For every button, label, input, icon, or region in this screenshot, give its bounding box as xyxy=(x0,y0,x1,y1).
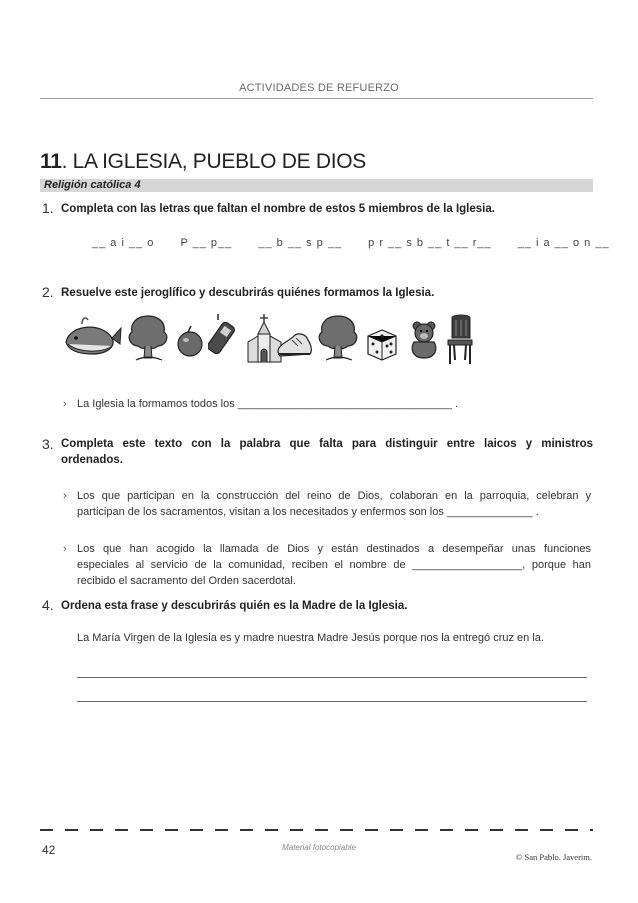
q1-puzzles xyxy=(92,237,632,249)
puzzle-word: p r __ s b __ t __ r__ xyxy=(368,237,492,249)
q1-text: Completa con las letras que faltan el nombre de estos 5 miembros de la Iglesia. xyxy=(61,203,495,215)
chair-icon xyxy=(442,312,478,370)
q2-answer-line: La Iglesia la formamos todos los ___________________________________ . xyxy=(77,398,459,410)
answer-line xyxy=(77,701,587,702)
q3-bullet2-line3: recibido el sacramento del Orden sacerdotal. xyxy=(77,575,296,587)
q3-bullet2-line2: especiales al servicio de la comunidad, reciben el nombre de __________________, porque han xyxy=(77,559,591,571)
section-title xyxy=(40,150,366,174)
tree-icon xyxy=(126,312,170,364)
subject-bar: Religión católica 4 xyxy=(40,179,593,192)
q4-scrambled-phrase: La María Virgen de la Iglesia es y madre nuestra Madre Jesús porque nos la entregó cruz en la. xyxy=(77,632,544,644)
rebus-icons xyxy=(62,312,482,372)
section-number: 11 xyxy=(40,150,62,173)
page-number: 42 xyxy=(42,843,56,857)
q3-number: 3. xyxy=(42,436,54,452)
bullet-icon: › xyxy=(63,398,67,410)
puzzle-word: __ a i __ o xyxy=(92,237,155,249)
q2-number: 2. xyxy=(42,284,54,300)
bullet-icon: › xyxy=(63,543,67,555)
q2-text: Resuelve este jeroglífico y descubrirás quiénes formamos la Iglesia. xyxy=(61,287,435,299)
q4-number: 4. xyxy=(42,597,54,613)
dice-icon xyxy=(362,312,402,364)
header-title: ACTIVIDADES DE REFUERZO xyxy=(239,82,399,94)
ball-icon xyxy=(174,312,206,364)
bear-icon xyxy=(404,312,444,364)
footer-note: Material fotocopiable xyxy=(282,843,356,852)
whale-icon xyxy=(62,312,122,362)
q3-text-line2: ordenados. xyxy=(61,454,123,466)
puzzle-word: __ i a __ o n __ xyxy=(517,237,610,249)
footer-dashed-divider xyxy=(40,829,593,831)
bullet-icon: › xyxy=(63,490,67,502)
puzzle-word: __ b __ s p __ xyxy=(258,237,343,249)
answer-line xyxy=(77,677,587,678)
section-title-text: . LA IGLESIA, PUEBLO DE DIOS xyxy=(61,150,366,173)
q3-bullet2-line1: Los que han acogido la llamada de Dios y están destinados a desempeñar unas funciones xyxy=(77,543,591,555)
q3-text-line1: Completa este texto con la palabra que falta para distinguir entre laicos y ministros xyxy=(61,438,593,450)
puzzle-word: P __ p__ xyxy=(180,237,233,249)
phone-icon xyxy=(208,312,240,364)
q1-number: 1. xyxy=(42,200,54,216)
q4-text: Ordena esta frase y descubrirás quién es la Madre de la Iglesia. xyxy=(61,600,408,612)
q3-bullet1-line2: participan de los sacramentos, visitan a los necesitados y enfermos son los ______________ . xyxy=(77,506,539,518)
copyright: © San Pablo. Javerim. xyxy=(515,852,592,862)
header-divider xyxy=(40,98,593,99)
tree-icon xyxy=(316,312,360,364)
shoe-icon xyxy=(272,312,316,364)
q3-bullet1-line1: Los que participan en la construcción del reino de Dios, colaboran en la parroquia, celebran y xyxy=(77,490,591,502)
